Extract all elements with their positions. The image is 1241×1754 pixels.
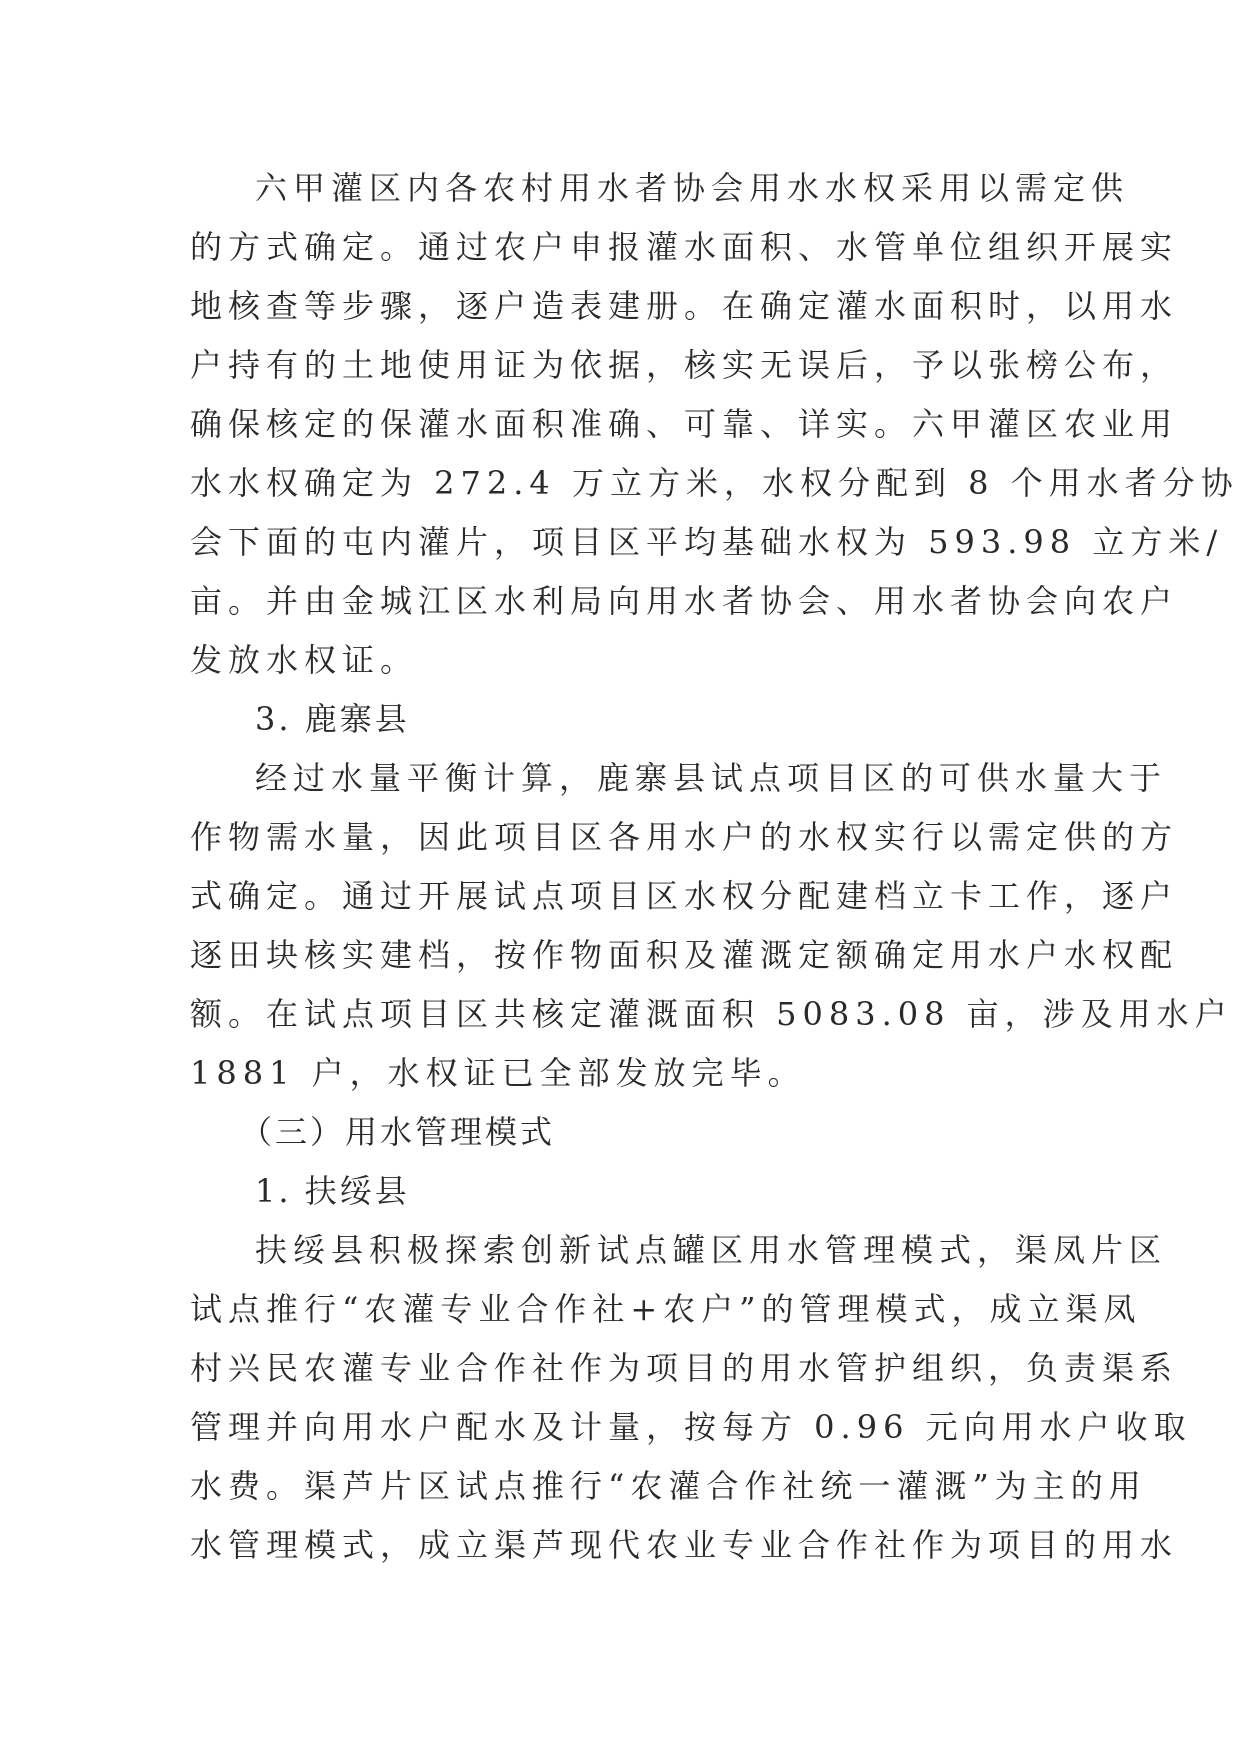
paragraph-line: 逐田块核实建档，按作物面积及灌溉定额确定用水户水权配 <box>190 936 1179 974</box>
paragraph-line: 作物需水量，因此项目区各用水户的水权实行以需定供的方 <box>190 818 1179 856</box>
paragraph-line: 式确定。通过开展试点项目区水权分配建档立卡工作，逐户 <box>190 877 1179 915</box>
paragraph-line: 六甲灌区内各农村用水者协会用水水权采用以需定供 <box>255 169 1130 207</box>
paragraph-line: 亩。并由金城江区水利局向用水者协会、用水者协会向农户 <box>190 582 1179 620</box>
paragraph-line: 村兴民农灌专业合作社作为项目的用水管护组织，负责渠系 <box>190 1349 1179 1387</box>
section-heading: 3. 鹿寨县 <box>255 700 410 738</box>
paragraph-line: 水费。渠芦片区试点推行“农灌合作社统一灌溉”为主的用 <box>190 1467 1147 1505</box>
paragraph-line: 管理并向用水户配水及计量，按每方 0.96 元向用水户收取 <box>190 1408 1192 1446</box>
section-heading: （三）用水管理模式 <box>240 1113 556 1151</box>
paragraph-line: 试点推行“农灌专业合作社+农户”的管理模式，成立渠凤 <box>190 1290 1142 1328</box>
paragraph-line: 额。在试点项目区共核定灌溉面积 5083.08 亩，涉及用水户 <box>190 995 1233 1033</box>
paragraph-line: 经过水量平衡计算，鹿寨县试点项目区的可供水量大于 <box>255 759 1168 797</box>
paragraph-line: 的方式确定。通过农户申报灌水面积、水管单位组织开展实 <box>190 228 1179 266</box>
paragraph-line: 水水权确定为 272.4 万立方米，水权分配到 8 个用水者分协 <box>190 464 1239 502</box>
paragraph-line: 户持有的土地使用证为依据，核实无误后，予以张榜公布， <box>190 346 1179 384</box>
paragraph-line: 水管理模式，成立渠芦现代农业专业合作社作为项目的用水 <box>190 1526 1179 1564</box>
paragraph-line: 发放水权证。 <box>190 641 419 679</box>
paragraph-line: 会下面的屯内灌片，项目区平均基础水权为 593.98 立方米/ <box>190 523 1224 561</box>
paragraph-line: 1881 户，水权证已全部发放完毕。 <box>190 1054 806 1092</box>
paragraph-line: 地核查等步骤，逐户造表建册。在确定灌水面积时，以用水 <box>190 287 1179 325</box>
paragraph-line: 扶绥县积极探索创新试点罐区用水管理模式，渠凤片区 <box>255 1231 1168 1269</box>
paragraph-line: 确保核定的保灌水面积准确、可靠、详实。六甲灌区农业用 <box>190 405 1179 443</box>
section-heading: 1. 扶绥县 <box>255 1172 410 1210</box>
